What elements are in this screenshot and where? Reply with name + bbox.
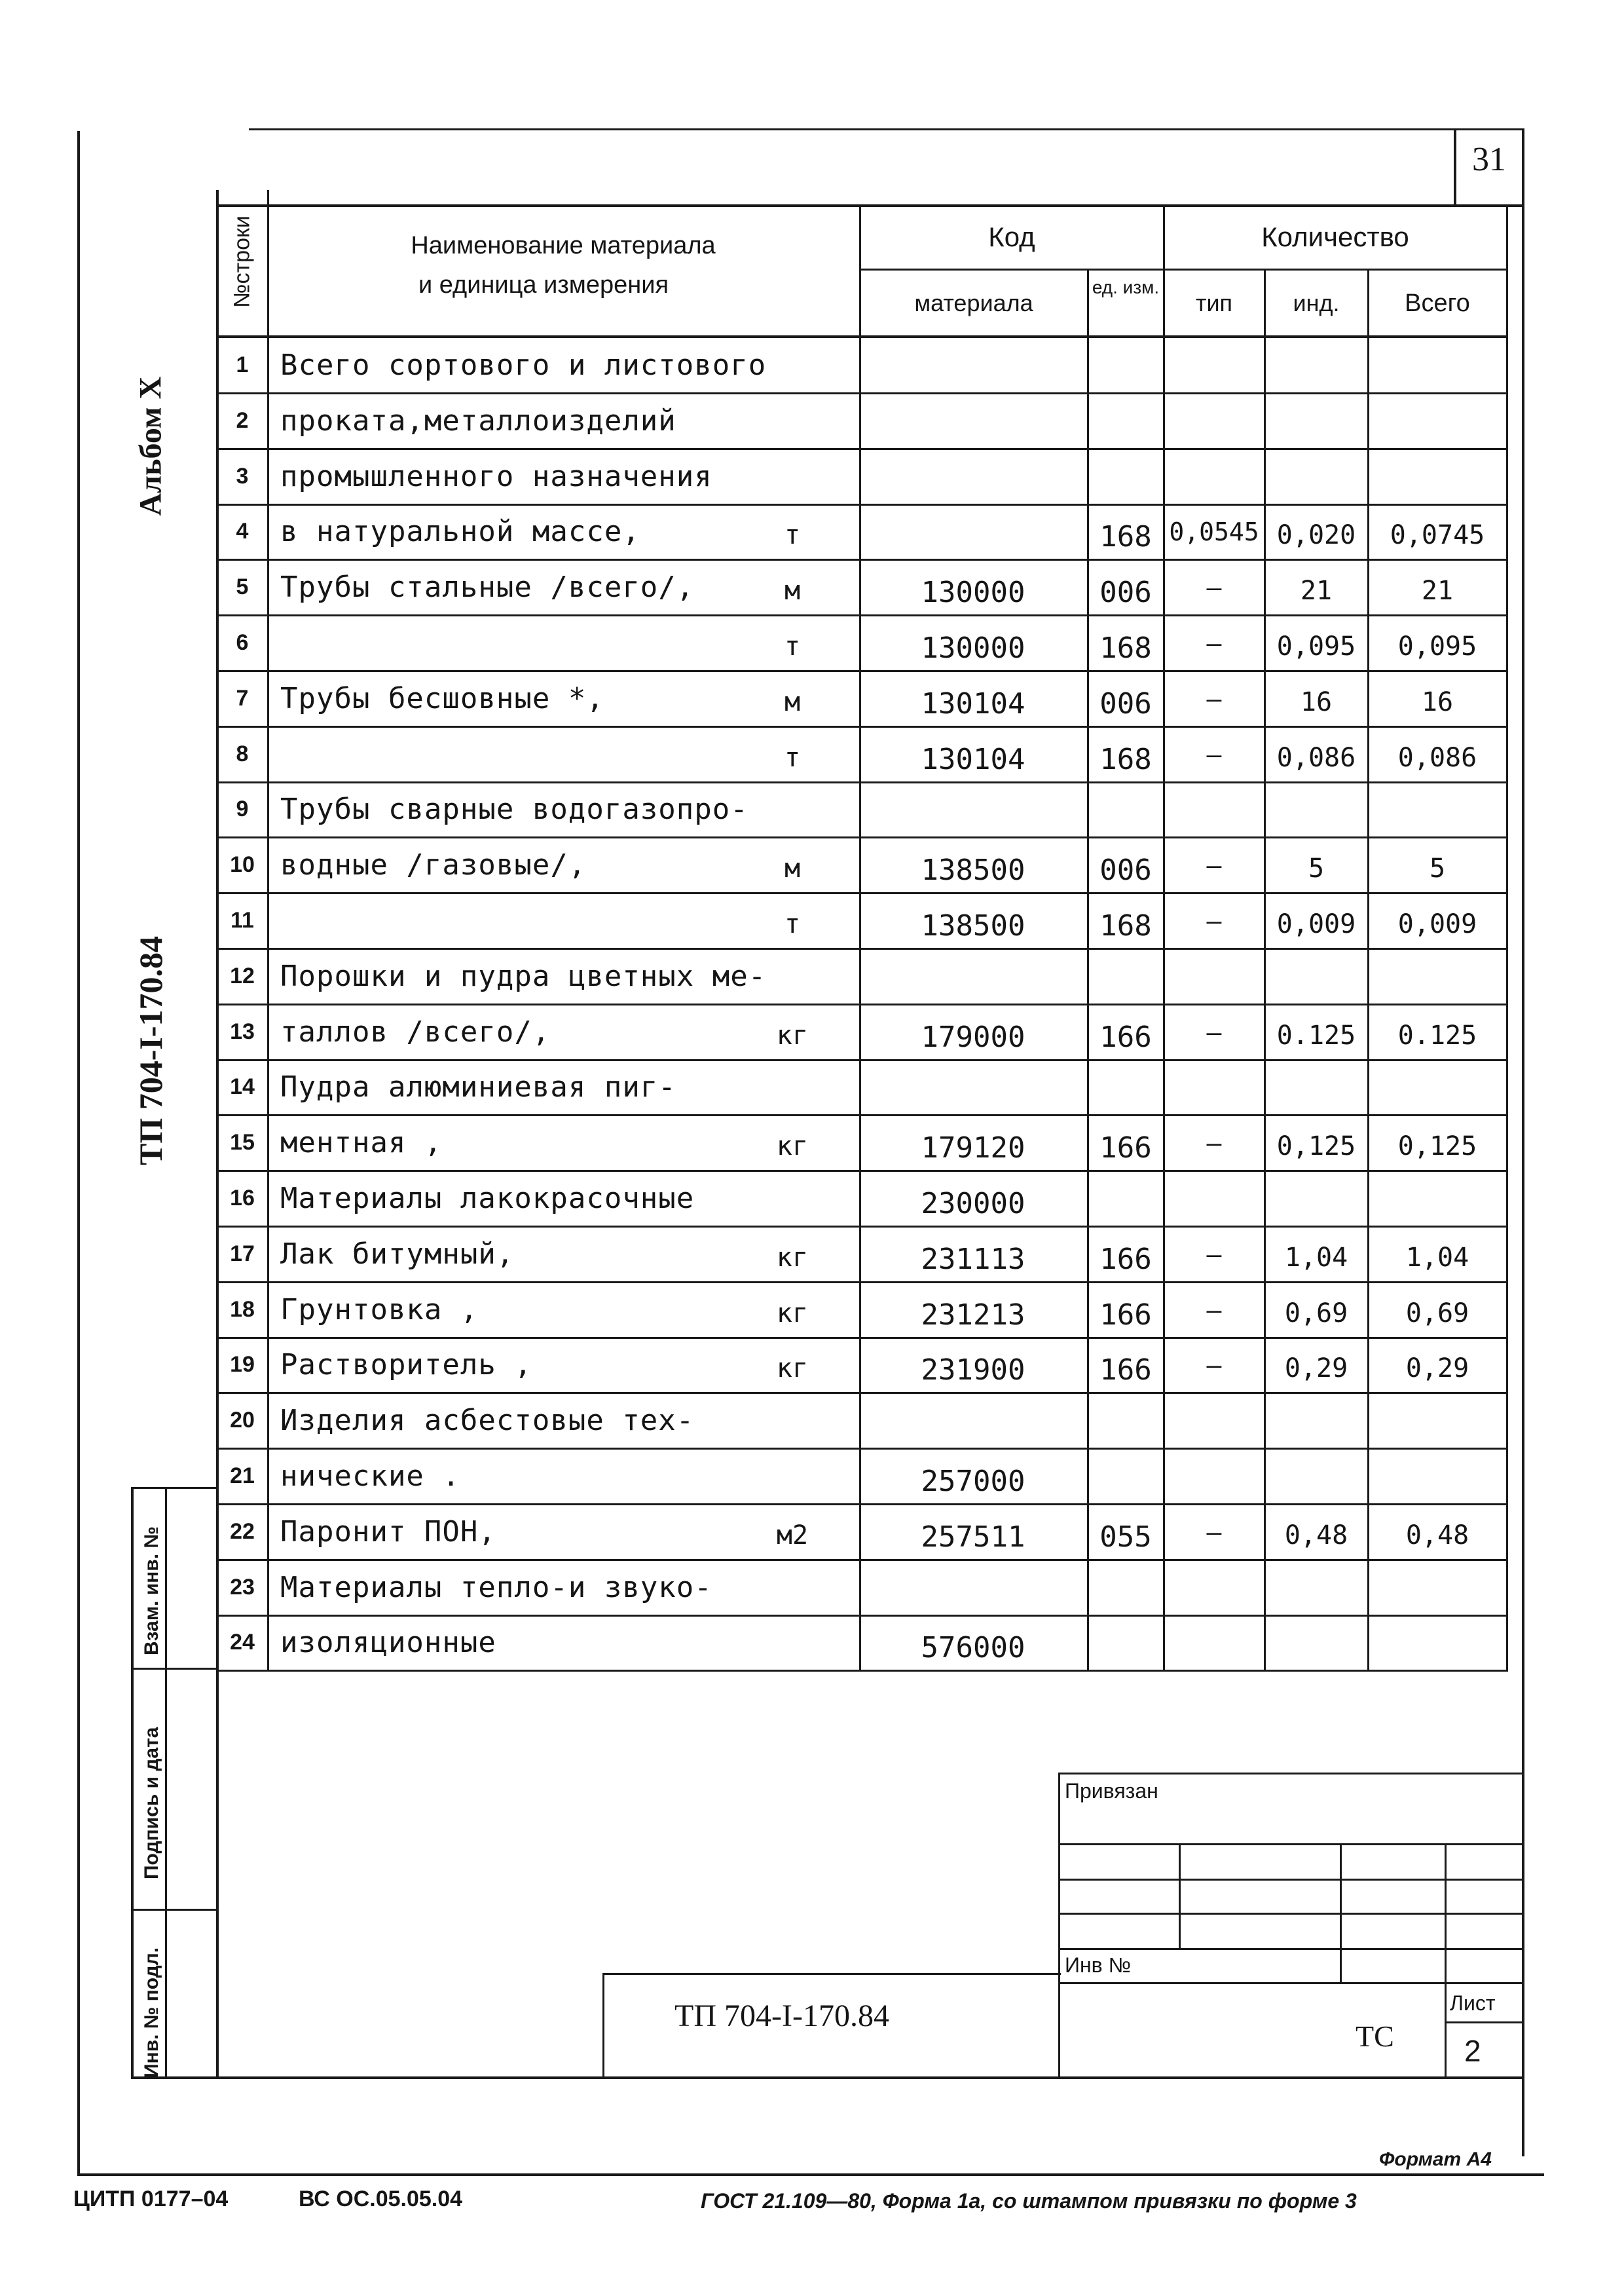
row-separator <box>219 1059 1507 1061</box>
unit: т <box>784 631 801 662</box>
unit-code: 006 <box>1099 687 1152 721</box>
qty-total: 0,095 <box>1397 631 1477 662</box>
row-number: 21 <box>230 1463 255 1488</box>
qty-ind: 0,086 <box>1276 743 1356 773</box>
stamp-main-bottom <box>219 2076 1524 2079</box>
stamp-main-left <box>602 1973 604 2079</box>
stamp-privyazan: Привязан <box>1065 1779 1158 1803</box>
material-name: таллов /всего/, <box>280 1015 551 1049</box>
header-qty-total: Всего <box>1405 290 1470 317</box>
qty-total: 0,0745 <box>1390 520 1485 550</box>
side-stamp-inv-podl: Инв. № подл. <box>141 1947 162 2078</box>
row-separator <box>219 1170 1507 1172</box>
material-name: Пудра алюминиевая пиг- <box>280 1070 676 1104</box>
row-number: 14 <box>230 1074 255 1099</box>
row-separator <box>219 504 1507 506</box>
row-separator <box>219 1448 1507 1450</box>
unit-code: 166 <box>1099 1243 1152 1276</box>
header-code-unit: ед. изм. <box>1092 277 1160 297</box>
qty-total: 0,48 <box>1405 1520 1469 1550</box>
unit: кг <box>776 1298 809 1328</box>
unit-code: 166 <box>1099 1021 1152 1054</box>
row-number: 13 <box>230 1019 255 1044</box>
material-name: водные /газовые/, <box>280 848 587 882</box>
qty-type: – <box>1206 740 1222 769</box>
qty-ind: 0.125 <box>1276 1021 1356 1051</box>
material-code: 576000 <box>921 1631 1025 1664</box>
qty-total: 0,009 <box>1397 909 1477 939</box>
header-vline-3 <box>1087 269 1089 1672</box>
row-number: 7 <box>236 686 249 711</box>
unit: м <box>784 687 801 717</box>
side-stamp-podpis: Подпись и дата <box>141 1727 162 1879</box>
qty-type: – <box>1206 907 1222 935</box>
unit: м2 <box>776 1520 809 1550</box>
qty-type: – <box>1206 685 1222 713</box>
qty-total: 1,04 <box>1405 1243 1469 1273</box>
row-separator <box>219 1114 1507 1116</box>
row-separator <box>219 1004 1507 1005</box>
side-stamp-div1 <box>131 1668 219 1670</box>
stamp-inv-no: Инв № <box>1065 1953 1131 1977</box>
stamp-privyazan-top <box>1058 1773 1523 1774</box>
header-name-line1: Наименование материала <box>411 232 716 259</box>
stamp-main-top <box>602 1973 1061 1975</box>
qty-total: 21 <box>1421 576 1454 606</box>
stamp-grid-h5 <box>1058 1982 1523 1984</box>
header-qty-ind: инд. <box>1293 290 1340 316</box>
material-code: 130000 <box>921 576 1025 609</box>
material-code: 257511 <box>921 1520 1025 1554</box>
unit-code: 168 <box>1099 909 1152 943</box>
row-number: 19 <box>230 1352 255 1377</box>
table-top-line <box>216 204 1522 207</box>
row-separator <box>219 670 1507 672</box>
unit: м <box>784 576 801 606</box>
unit-code: 166 <box>1099 1131 1152 1165</box>
material-name: Паронит ПОН, <box>280 1515 496 1549</box>
stamp-grid-h2 <box>1058 1879 1523 1881</box>
qty-type: 0,0545 <box>1169 517 1259 546</box>
unit: т <box>784 909 801 939</box>
qty-type: – <box>1206 1129 1222 1157</box>
row-separator <box>219 726 1507 728</box>
material-code: 179120 <box>921 1131 1025 1165</box>
material-name: нические . <box>280 1459 460 1493</box>
row-number: 11 <box>231 908 254 933</box>
header-bottom-line <box>216 335 1507 338</box>
material-name: Материалы тепло-и звуко- <box>280 1571 712 1604</box>
row-number: 17 <box>230 1241 255 1266</box>
material-code: 130104 <box>921 687 1025 721</box>
side-album-label: Альбом X <box>133 376 168 516</box>
row-number: 20 <box>230 1408 255 1433</box>
material-name: Трубы стальные /всего/, <box>280 571 695 604</box>
row-separator <box>219 781 1507 783</box>
material-name: Материалы лакокрасочные <box>280 1182 695 1215</box>
qty-type: – <box>1206 1518 1222 1547</box>
unit: кг <box>776 1021 809 1051</box>
material-name: Всего сортового и листового <box>280 348 767 382</box>
material-name: изоляционные <box>280 1626 496 1659</box>
header-vline-7 <box>1506 204 1508 1672</box>
qty-ind: 1,04 <box>1284 1243 1348 1273</box>
side-stamp-col-line <box>165 1487 167 2076</box>
row-separator <box>219 559 1507 561</box>
qty-total: 0,125 <box>1397 1131 1477 1161</box>
stamp-grid-h4 <box>1058 1948 1523 1950</box>
footer-format: Формат А4 <box>1379 2149 1492 2170</box>
unit: м <box>784 854 801 884</box>
material-code: 257000 <box>921 1465 1025 1498</box>
header-code-material: материала <box>914 290 1033 316</box>
material-code: 138500 <box>921 909 1025 943</box>
header-vline-2 <box>859 204 861 1672</box>
unit-code: 055 <box>1099 1520 1152 1554</box>
qty-type: – <box>1206 851 1222 880</box>
material-name: Изделия асбестовые тех- <box>280 1404 695 1437</box>
page-number-box-top <box>1454 128 1524 130</box>
row-number: 5 <box>236 574 249 599</box>
stamp-list-h <box>1445 2021 1523 2023</box>
footer-gost: ГОСТ 21.109—80, Форма 1а, со штампом привязки по форме 3 <box>701 2189 1357 2213</box>
page-number: 31 <box>1472 141 1506 178</box>
row-number: 4 <box>236 519 249 544</box>
qty-type: – <box>1206 629 1222 658</box>
side-doc-label: ТП 704-I-170.84 <box>132 936 169 1165</box>
material-name: Трубы бесшовные *, <box>280 682 604 715</box>
material-name: Трубы сварные водогазопро- <box>280 793 748 826</box>
row-number: 2 <box>236 408 249 433</box>
unit: кг <box>776 1243 809 1273</box>
stamp-list-label: Лист <box>1450 1991 1496 2015</box>
qty-total: 16 <box>1421 687 1454 717</box>
header-name-line2: и единица измерения <box>418 271 669 299</box>
material-code: 231900 <box>921 1353 1025 1387</box>
row-number: 10 <box>230 852 255 877</box>
material-name: Лак битумный, <box>280 1237 515 1271</box>
row-separator <box>219 1559 1507 1561</box>
row-separator <box>219 1392 1507 1394</box>
unit: т <box>784 520 801 550</box>
qty-ind: 0,009 <box>1276 909 1356 939</box>
unit-code: 168 <box>1099 520 1152 554</box>
row-number: 8 <box>236 741 249 766</box>
material-code: 130104 <box>921 743 1025 776</box>
material-name: в натуральной массе, <box>280 515 640 548</box>
row-number: 16 <box>230 1186 255 1211</box>
material-code: 179000 <box>921 1021 1025 1054</box>
material-code: 231113 <box>921 1243 1025 1276</box>
header-vline-4 <box>1163 204 1165 1672</box>
unit: кг <box>776 1131 809 1161</box>
unit-code: 168 <box>1099 631 1152 665</box>
material-name: проката,металлоизделий <box>280 404 676 438</box>
row-separator <box>219 948 1507 950</box>
unit-code: 168 <box>1099 743 1152 776</box>
header-code-group: Код <box>988 221 1035 252</box>
header-vline-6 <box>1367 269 1369 1672</box>
row-separator <box>219 892 1507 894</box>
qty-ind: 0,29 <box>1284 1353 1348 1383</box>
row-number: 3 <box>236 464 249 489</box>
page-number-box-right <box>1522 128 1524 204</box>
row-separator <box>219 1337 1507 1339</box>
unit-code: 166 <box>1099 1353 1152 1387</box>
qty-type: – <box>1206 1351 1222 1380</box>
row-number: 1 <box>236 352 249 377</box>
row-separator <box>219 392 1507 394</box>
qty-total: 0,69 <box>1405 1298 1469 1328</box>
qty-ind: 5 <box>1308 854 1325 884</box>
row-number: 15 <box>230 1130 255 1155</box>
unit-code: 006 <box>1099 576 1152 609</box>
row-separator <box>219 1503 1507 1505</box>
header-subline <box>859 269 1507 271</box>
stamp-grid-v2 <box>1340 1843 1342 1982</box>
frame-top-line <box>249 128 1480 130</box>
row-number: 24 <box>230 1630 255 1655</box>
qty-ind: 0,48 <box>1284 1520 1348 1550</box>
qty-ind: 0,69 <box>1284 1298 1348 1328</box>
unit: кг <box>776 1353 809 1383</box>
stamp-grid-h1 <box>1058 1843 1523 1845</box>
stamp-tc: ТС <box>1356 2019 1394 2053</box>
header-qty-type: тип <box>1195 290 1233 316</box>
material-name: промышленного назначения <box>280 460 712 493</box>
footer-left2: ВС ОС.05.05.04 <box>299 2187 463 2211</box>
row-number: 9 <box>236 797 249 821</box>
material-name: ментная , <box>280 1126 443 1159</box>
qty-ind: 21 <box>1300 576 1333 606</box>
stamp-doc: ТП 704-I-170.84 <box>674 1999 889 2033</box>
header-row-no: №строки <box>229 216 255 308</box>
row-separator <box>219 1615 1507 1617</box>
row-number: 12 <box>230 964 255 988</box>
row-separator <box>219 836 1507 838</box>
frame-bottom-line <box>77 2173 1544 2176</box>
stamp-list-no: 2 <box>1464 2034 1481 2068</box>
footer-left1: ЦИТП 0177–04 <box>73 2187 229 2211</box>
stamp-privyazan-left <box>1058 1773 1060 2079</box>
stamp-grid-h3 <box>1058 1913 1523 1915</box>
qty-ind: 16 <box>1300 687 1333 717</box>
header-qty-group: Количество <box>1261 221 1409 252</box>
frame-right-line <box>1522 204 1524 2156</box>
row-number: 22 <box>230 1519 255 1544</box>
row-separator <box>219 448 1507 450</box>
material-name: Грунтовка , <box>280 1293 479 1326</box>
frame-left-line <box>77 131 80 2175</box>
row-separator <box>219 1226 1507 1228</box>
material-name: Растворитель , <box>280 1348 532 1381</box>
row-separator <box>219 614 1507 616</box>
header-vline-5 <box>1264 269 1266 1672</box>
unit-code: 166 <box>1099 1298 1152 1332</box>
qty-ind: 0,095 <box>1276 631 1356 662</box>
qty-type: – <box>1206 573 1222 602</box>
qty-total: 0.125 <box>1397 1021 1477 1051</box>
qty-total: 0,086 <box>1397 743 1477 773</box>
qty-total: 0,29 <box>1405 1353 1469 1383</box>
row-separator <box>219 1670 1507 1672</box>
qty-ind: 0,020 <box>1276 520 1356 550</box>
qty-total: 5 <box>1429 854 1446 884</box>
material-code: 138500 <box>921 854 1025 887</box>
stamp-grid-v3 <box>1445 1843 1447 2079</box>
qty-type: – <box>1206 1296 1222 1324</box>
qty-ind: 0,125 <box>1276 1131 1356 1161</box>
material-name: Порошки и пудра цветных ме- <box>280 960 767 993</box>
row-number: 23 <box>230 1575 255 1600</box>
material-code: 230000 <box>921 1187 1025 1220</box>
qty-type: – <box>1206 1018 1222 1047</box>
row-number: 6 <box>236 630 249 655</box>
material-code: 130000 <box>921 631 1025 665</box>
side-stamp-top <box>131 1487 219 1489</box>
unit: т <box>784 743 801 773</box>
row-separator <box>219 1281 1507 1283</box>
row-number: 18 <box>230 1297 255 1322</box>
qty-type: – <box>1206 1240 1222 1269</box>
side-stamp-outer-left <box>131 1487 134 2076</box>
stamp-grid-v1 <box>1179 1843 1181 1948</box>
unit-code: 006 <box>1099 854 1152 887</box>
side-stamp-vzam: Взам. инв. № <box>141 1526 162 1655</box>
material-code: 231213 <box>921 1298 1025 1332</box>
